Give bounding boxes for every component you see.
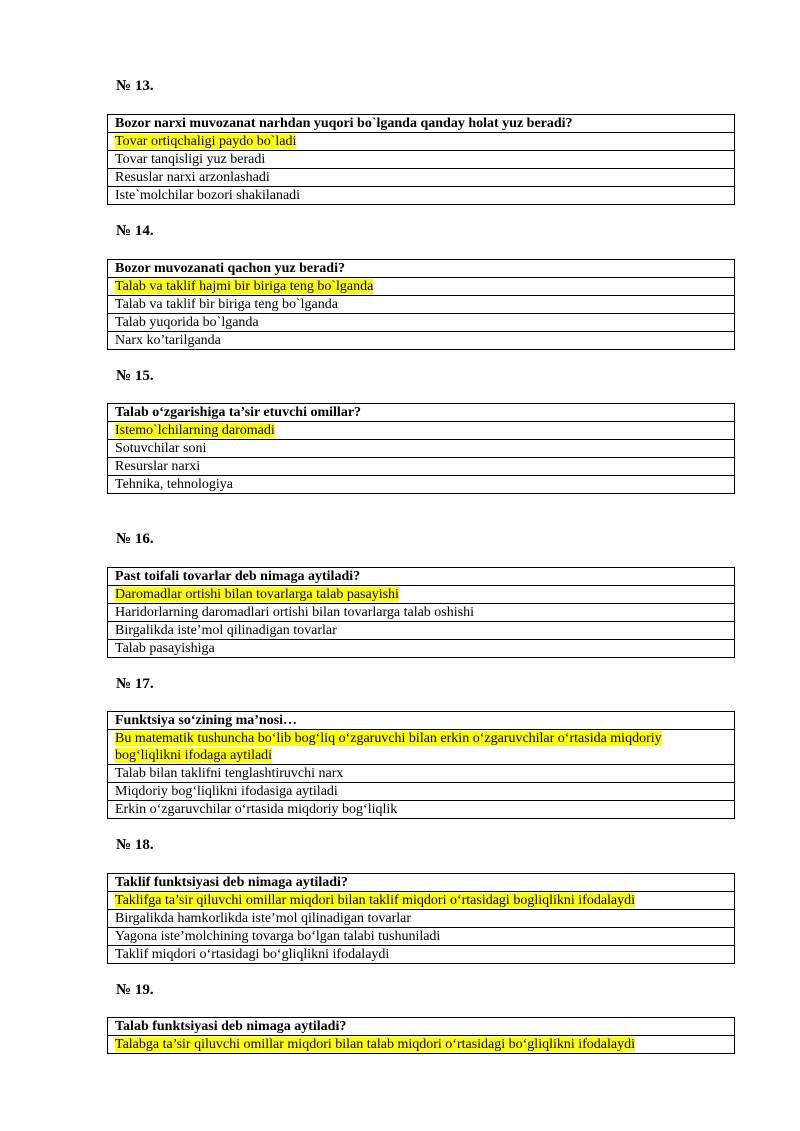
question-number: № 19. xyxy=(116,982,154,998)
question-number: № 17. xyxy=(116,676,154,692)
correct-answer-highlight: Istemo`lchilarning daromadi xyxy=(115,423,275,438)
correct-answer-highlight: Bu matematik tushuncha bo‘lib bog‘liq o‘zgaruvchi bilan erkin o‘zgaruvchilar o‘rtasida miqdoriy bog‘liqlikni ifodaga aytiladi xyxy=(115,731,662,763)
question-table xyxy=(107,259,735,350)
answer-option: Tehnika, tehnologiya xyxy=(108,476,735,494)
question-number: № 18. xyxy=(116,837,154,853)
answer-option xyxy=(108,278,735,296)
question-table xyxy=(107,403,735,494)
answer-option: Iste`molchilar bozori shakilanadi xyxy=(108,187,735,205)
answer-option: Tovar tanqisligi yuz beradi xyxy=(108,151,735,169)
answer-option: Talab bilan taklifni tenglashtiruvchi narx xyxy=(108,765,735,783)
answer-option: Narx ko’tarilganda xyxy=(108,332,735,350)
correct-answer-highlight: Tovar ortiqchaligi paydo bo`ladi xyxy=(115,134,297,149)
answer-option: Miqdoriy bog‘liqlikni ifodasiga aytiladi xyxy=(108,783,735,801)
answer-option xyxy=(108,133,735,151)
answer-option: Birgalikda hamkorlikda iste’mol qilinadigan tovarlar xyxy=(108,910,735,928)
correct-answer-highlight: Taklifga ta’sir qiluvchi omillar miqdori bilan taklif miqdori o‘rtasidagi bogliqlikni ifodalaydi xyxy=(115,893,636,908)
correct-answer-highlight: Talab va taklif hajmi bir biriga teng bo`lganda xyxy=(115,279,374,294)
question-table xyxy=(107,114,735,205)
answer-option xyxy=(108,892,735,910)
question-text: Bozor narxi muvozanat narhdan yuqori bo`lganda qanday holat yuz beradi? xyxy=(108,115,735,133)
question-number: № 16. xyxy=(116,531,154,547)
question-number: № 15. xyxy=(116,368,154,384)
answer-option: Haridorlarning daromadlari ortishi bilan tovarlarga talab oshishi xyxy=(108,604,735,622)
answer-option xyxy=(108,422,735,440)
question-table xyxy=(107,873,735,964)
answer-option xyxy=(108,1036,735,1054)
answer-option: Taklif miqdori o‘rtasidagi bo‘gliqlikni ifodalaydi xyxy=(108,946,735,964)
correct-answer-highlight: Daromadlar ortishi bilan tovarlarga talab pasayishi xyxy=(115,587,399,602)
question-text: Funktsiya so‘zining ma’nosi… xyxy=(108,712,735,730)
question-text: Talab o‘zgarishiga ta’sir etuvchi omillar? xyxy=(108,404,735,422)
answer-option xyxy=(108,586,735,604)
answer-option: Yagona iste’molchining tovarga bo‘lgan talabi tushuniladi xyxy=(108,928,735,946)
answer-option xyxy=(108,730,735,765)
question-text: Bozor muvozanati qachon yuz beradi? xyxy=(108,260,735,278)
answer-option: Sotuvchilar soni xyxy=(108,440,735,458)
question-number: № 13. xyxy=(116,78,154,94)
answer-option: Talab pasayishiga xyxy=(108,640,735,658)
answer-option: Resurslar narxi xyxy=(108,458,735,476)
answer-option: Talab va taklif bir biriga teng bo`lganda xyxy=(108,296,735,314)
answer-option: Erkin o‘zgaruvchilar o‘rtasida miqdoriy bog‘liqlik xyxy=(108,801,735,819)
question-text: Past toifali tovarlar deb nimaga aytiladi? xyxy=(108,568,735,586)
question-text: Talab funktsiyasi deb nimaga aytiladi? xyxy=(108,1018,735,1036)
question-table xyxy=(107,1017,735,1054)
answer-option: Birgalikda iste’mol qilinadigan tovarlar xyxy=(108,622,735,640)
question-table xyxy=(107,711,735,819)
answer-option: Resuslar narxi arzonlashadi xyxy=(108,169,735,187)
answer-option: Talab yuqorida bo`lganda xyxy=(108,314,735,332)
question-text: Taklif funktsiyasi deb nimaga aytiladi? xyxy=(108,874,735,892)
correct-answer-highlight: Talabga ta’sir qiluvchi omillar miqdori bilan talab miqdori o‘rtasidagi bo‘gliqlikni ifodalaydi xyxy=(115,1037,636,1052)
question-table xyxy=(107,567,735,658)
question-number: № 14. xyxy=(116,223,154,239)
